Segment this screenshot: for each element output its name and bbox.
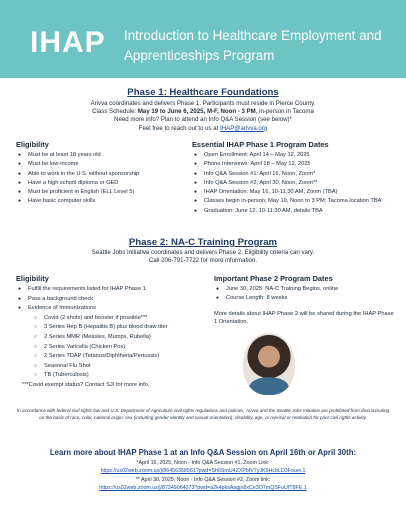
nondiscrimination-statement: In accordance with federal civil rights law and U.S. Department of Agriculture civil rights regulations and policies, Arivva and the Seattle Jobs Initiative are prohibited from discriminating on the basis of race, color, national origin, sex (including gender identity and sexual orientation), disability, age, or reprisal or retaliation for prior civil rights activity. — [16, 408, 390, 420]
list-item: ● Graduation: June 12, 10-11:30 AM, details TBA — [192, 207, 397, 216]
list-item: ● Info Q&A Session #2, April 30, Noon, Zoom** — [192, 179, 397, 188]
list-item: ● IHAP Orientation: May 16, 10-11:30 AM, Zoom (TBA) — [192, 188, 397, 197]
phase1-eligibility-heading: Eligibility — [16, 140, 49, 149]
list-item: ● Must be proficient in English (ELL Level 5) — [16, 188, 196, 197]
phase2-intro — [0, 249, 406, 265]
ihap-logo: IHAP — [30, 26, 106, 59]
list-item: ○ 2 Series Varicella (Chicken Pox) — [16, 343, 216, 353]
list-item: ○ Seasonal Flu Shot — [16, 362, 216, 372]
list-item: ● Info Q&A Session #1: April 16, Noon, Zoom* — [192, 170, 397, 179]
list-item: ● Evidence of Immunizations — [16, 304, 216, 314]
covid-note: ***Covid exempt status? Contact SJI for more info. — [22, 381, 150, 388]
header-banner — [0, 0, 406, 78]
session1-zoom-link[interactable]: https://us02web.zoom.us/j/86456358561?pwd=Sh6SmU4ZXPbfV7yJK9HcbLD3Fouei.1 — [100, 468, 306, 475]
list-item: ○ 2 Series TDAP (Tetanus/Diphtheria/Pertussis) — [16, 352, 216, 362]
list-item: ○ TB (Tuberculosis) — [16, 371, 216, 381]
info-session-links — [0, 459, 406, 493]
phase1-intro — [0, 100, 406, 133]
list-item: ● Classes begin in-person, May 19, Noon to 3 PM; Tacoma location TBA — [192, 197, 397, 206]
schedule-prefix: Class Schedule: — [92, 108, 138, 116]
phase1-dates-list — [192, 151, 397, 216]
list-item: ○ 3 Series Hep B (Hepatitis B) plus blood draw titer — [16, 323, 216, 333]
phase1-contact-line — [0, 125, 406, 133]
info-session-heading: Learn more about IHAP Phase 1 at an Info Q&A Session on April 16th or April 30th: — [49, 448, 357, 457]
list-item: ● Must be at least 18 years old — [16, 151, 196, 160]
phase2-dates-heading: Important Phase 2 Program Dates — [214, 274, 333, 283]
phase2-more-details: More details about IHAP Phase 2 will be shared during the IHAP Phase 1 Orientation. — [214, 311, 394, 326]
phase2-eligibility-heading: Eligibility — [16, 274, 49, 283]
session2-zoom-link[interactable]: https://us02web.zoom.us/j/87349064073?pwd=a2k4pksAagjn8xCe3O7mQSFuUfT8FE.1 — [99, 485, 307, 492]
list-item: ● Pass a background check — [16, 295, 216, 305]
list-item: ● Able to work in the U.S. without sponsorship — [16, 170, 196, 179]
phase1-info-line: Need more info? Plan to attend an Info Q&A Session (see below)* — [114, 116, 292, 124]
staff-photo-shoulders — [249, 377, 289, 395]
phase2-title: Phase 2: NA-C Training Program — [128, 237, 278, 248]
list-item: ● Fulfill the requirements listed for IHAP Phase 1 — [16, 285, 216, 295]
list-item: ● Course Length: 8 weeks — [214, 294, 394, 303]
list-item: ● Have basic computer skills — [16, 197, 196, 206]
schedule-suffix: , in-person in Tacoma — [255, 108, 314, 116]
staff-photo — [243, 333, 295, 395]
phase2-intro-line: Seattle Jobs Initiative coordinates and delivers Phase 2. Eligibility criteria can vary. — [91, 249, 315, 256]
list-item: ● Have a high school diploma or GED — [16, 179, 196, 188]
session2-label: ** April 30, 2025, Noon - Info Q&A Session #2, Zoom link: — [135, 476, 271, 483]
phase1-eligibility-list — [16, 151, 196, 207]
session1-label: *April 16, 2025, Noon - Info Q&A Session #1, Zoom Link: — [136, 460, 270, 466]
list-item: ● Open Enrollment: April 14 – May 12, 2025 — [192, 151, 397, 160]
contact-prefix: Feel free to reach out to us at — [138, 124, 221, 132]
list-item: ● Phone Interviews: April 18 – May 12, 2025 — [192, 160, 397, 169]
phase1-intro-line: Arivva coordinates and delivers Phase 1. Participants must reside in Pierce County. — [90, 100, 316, 107]
phase2-eligibility-list — [16, 285, 216, 391]
list-item: ○ 2 Series MMR (Measles, Mumps, Rubella) — [16, 333, 216, 343]
phase1-title: Phase 1: Healthcare Foundations — [127, 87, 279, 98]
list-item: ○ Covid (2 shots) and booster if possible*** — [16, 314, 216, 324]
phase2-phone-line: Call 206-791-7722 for more information. — [148, 257, 258, 265]
schedule-dates: May 19 to June 6, 2025, M-F, Noon - 3 PM — [137, 108, 256, 116]
list-item: ● Must be low-income — [16, 160, 196, 169]
program-title: Introduction to Healthcare Employment and Apprenticeships Program — [124, 28, 382, 63]
contact-email-link[interactable]: IHAP@arivva.org — [220, 124, 268, 132]
phase2-dates-list — [214, 285, 394, 304]
phase1-dates-heading: Essential IHAP Phase 1 Program Dates — [192, 140, 329, 149]
phase1-schedule-line — [0, 108, 406, 116]
list-item: ● June 30, 2025: NA-C Training Begins, online — [214, 285, 394, 294]
